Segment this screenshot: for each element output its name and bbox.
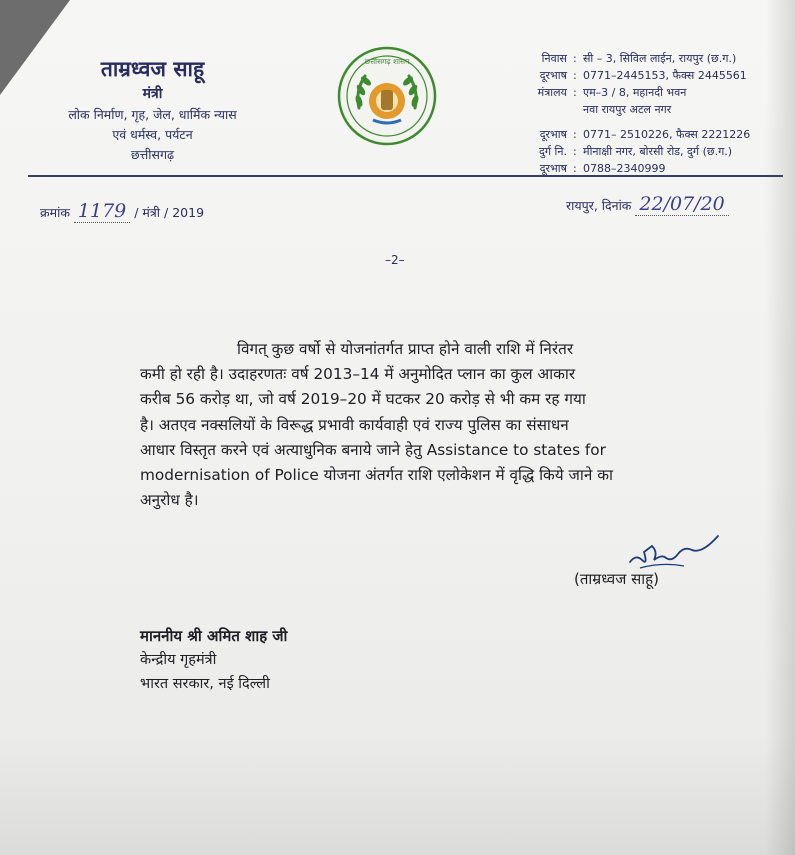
letter-date xyxy=(566,193,729,215)
contact-block xyxy=(497,50,787,177)
svg-text:छत्तीसगढ़ शासन: छत्तीसगढ़ शासन xyxy=(364,57,410,66)
letterhead-sender xyxy=(40,55,265,165)
contact-label: मंत्रालय xyxy=(537,86,567,99)
contact-row: निवास : सी – 3, सिविल लाईन, रायपुर (छ.ग.) xyxy=(497,50,787,67)
contact-label: दूरभाष xyxy=(539,162,567,175)
sender-name: ताम्रध्वज साहू xyxy=(100,57,205,81)
contact-row: दूरभाष : 0771–2445153, फैक्स 2445561 xyxy=(497,67,787,84)
reference-handwritten-number: 1179 xyxy=(74,200,130,223)
contact-row xyxy=(497,101,787,118)
header-divider xyxy=(28,175,783,177)
addressee-name: माननीय श्री अमित शाह जी xyxy=(140,627,288,645)
contact-row: दूरभाष : 0771– 2510226, फैक्स 2221226 xyxy=(497,126,787,143)
addressee-location: भारत सरकार, नई दिल्ली xyxy=(140,676,270,692)
government-emblem-icon xyxy=(337,46,437,146)
body-line: विगत् कुछ वर्षो से योजनांतर्गत प्राप्त होने वाली राशि में निरंतर xyxy=(237,340,574,358)
contact-value: नवा रायपुर अटल नगर xyxy=(583,103,672,116)
signature-scribble-icon xyxy=(622,532,722,572)
contact-value: एम–3 / 8, महानदी भवन xyxy=(583,86,687,99)
portfolio-line-2: एवं धर्मस्व, पर्यटन xyxy=(112,127,193,142)
contact-value: 0771– 2510226, फैक्स 2221226 xyxy=(583,128,751,141)
signatory-name: (ताम्रध्वज साहू) xyxy=(574,570,659,588)
body-line: अनुरोध है। xyxy=(140,491,199,510)
contact-label: निवास xyxy=(541,52,567,65)
page-number: –2– xyxy=(385,253,405,267)
contact-value: मीनाक्षी नगर, बोरसी रोड, दुर्ग (छ.ग.) xyxy=(583,145,733,158)
contact-row: दूरभाष : 0788–2340999 xyxy=(497,160,787,177)
letter-body xyxy=(140,337,686,513)
reference-number xyxy=(40,200,204,222)
reference-prefix: क्रमांक xyxy=(40,205,70,220)
body-line: आधार विस्तृत करने एवं अत्याधुनिक बनाये जाने हेतु Assistance to states for xyxy=(140,440,606,459)
addressee-title: केन्द्रीय गृहमंत्री xyxy=(140,652,217,668)
body-line: करीब 56 करोड़ था, जो वर्ष 2019–20 में घटकर 20 करोड़ से भी कम रह गया xyxy=(140,390,586,409)
body-line: है। अतएव नक्सलियों के विरूद्ध प्रभावी कार्यवाही एवं राज्य पुलिस का संसाधन xyxy=(140,415,569,434)
contact-label: दूरभाष xyxy=(539,128,567,141)
sender-role: मंत्री xyxy=(142,86,163,102)
contact-value: सी – 3, सिविल लाईन, रायपुर (छ.ग.) xyxy=(583,52,737,65)
contact-label: दुर्ग नि. xyxy=(539,145,567,158)
date-prefix: रायपुर, दिनांक xyxy=(566,198,632,213)
page-shadow-bottom xyxy=(0,735,795,855)
contact-label xyxy=(497,101,573,118)
date-handwritten-value: 22/07/20 xyxy=(635,193,728,216)
contact-row: मंत्रालय : एम–3 / 8, महानदी भवन xyxy=(497,84,787,101)
portfolio-line-1: लोक निर्माण, गृह, जेल, धार्मिक न्यास xyxy=(68,107,237,122)
sender-state: छत्तीसगढ़ xyxy=(130,147,175,162)
addressee-block xyxy=(140,624,287,696)
contact-value: 0788–2340999 xyxy=(583,162,666,175)
contact-label: दूरभाष xyxy=(539,69,567,82)
contact-value: 0771–2445153, फैक्स 2445561 xyxy=(583,69,747,82)
reference-suffix: / मंत्री / 2019 xyxy=(134,205,205,220)
body-line: modernisation of Police योजना अंतर्गत राशि एलोकेशन में वृद्धि किये जाने का xyxy=(140,466,613,485)
body-line: कमी हो रही है। उदाहरणतः वर्ष 2013–14 में अनुमोदित प्लान का कुल आकार xyxy=(140,365,576,384)
contact-row: दुर्ग नि. : मीनाक्षी नगर, बोरसी रोड, दुर्ग (छ.ग.) xyxy=(497,143,787,160)
